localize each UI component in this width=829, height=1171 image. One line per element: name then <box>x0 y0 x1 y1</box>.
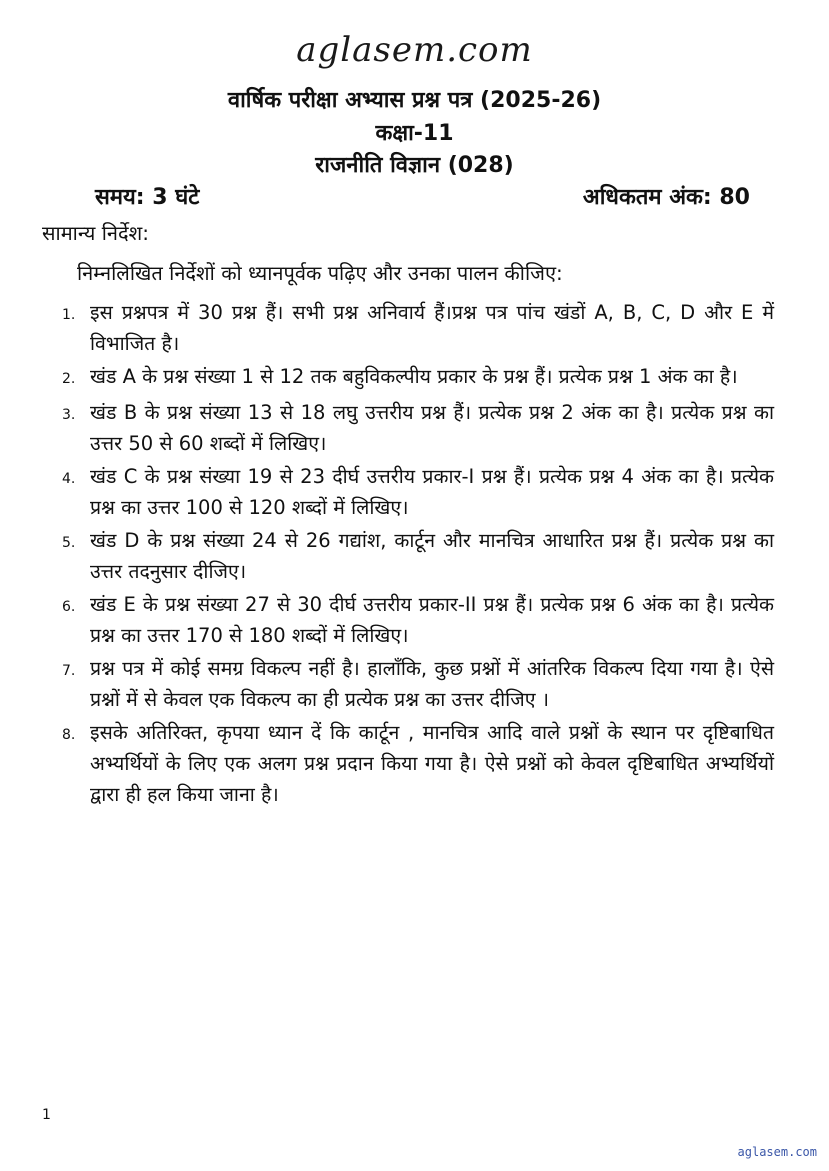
exam-title: वार्षिक परीक्षा अभ्यास प्रश्न पत्र (2025-26) <box>227 88 602 113</box>
instruction-text: इसके अतिरिक्त, कृपया ध्यान दें कि कार्टून , मानचित्र आदि वाले प्रश्नों के स्थान पर दृष्टिबाधित अभ्यर्थियों के लिए एक अलग प्रश्न प्रदान किया गया है। ऐसे प्रश्नों को केवल दृष्टिबाधित अभ्यर्थियों द्वारा ही हल किया जाना है। <box>90 721 774 806</box>
instruction-text: प्रश्न पत्र में कोई समग्र विकल्प नहीं है। हालाँकि, कुछ प्रश्नों में आंतरिक विकल्प दिया गया है। ऐसे प्रश्नों में से केवल एक विकल्प का ही प्रत्येक प्रश्न का उत्तर दीजिए । <box>90 657 774 711</box>
site-logo: aglasem.com <box>296 30 533 70</box>
instruction-item <box>62 589 774 651</box>
instruction-item <box>62 461 774 523</box>
class-label: कक्षा-11 <box>375 121 454 146</box>
exam-meta-row <box>95 181 750 211</box>
instruction-number: 2. <box>62 371 76 387</box>
instruction-number: 3. <box>62 407 76 423</box>
instructions-list <box>62 297 774 812</box>
footer-url-link[interactable]: aglasem.com <box>737 1145 817 1159</box>
max-marks: अधिकतम अंक: 80 <box>582 185 750 210</box>
instruction-text: खंड E के प्रश्न संख्या 27 से 30 दीर्घ उत्तरीय प्रकार-II प्रश्न हैं। प्रत्येक प्रश्न 6 अंक का है। प्रत्येक प्रश्न का उत्तर 170 से 180 शब्दों में लिखिए। <box>90 593 774 647</box>
instruction-item <box>62 361 774 395</box>
instruction-number: 8. <box>62 727 76 743</box>
time-duration: समय: 3 घंटे <box>95 185 200 210</box>
instruction-item <box>62 717 774 810</box>
instruction-item <box>62 397 774 459</box>
instruction-number: 5. <box>62 535 76 551</box>
instruction-item <box>62 653 774 715</box>
instruction-number: 6. <box>62 599 76 615</box>
instruction-item <box>62 525 774 587</box>
instruction-text: खंड D के प्रश्न संख्या 24 से 26 गद्यांश, कार्टून और मानचित्र आधारित प्रश्न हैं। प्रत्येक प्रश्न का उत्तर तदनुसार दीजिए। <box>90 529 774 583</box>
instructions-intro: निम्नलिखित निर्देशों को ध्यानपूर्वक पढ़िए और उनका पालन कीजिए: <box>77 261 563 285</box>
instruction-text: खंड B के प्रश्न संख्या 13 से 18 लघु उत्तरीय प्रश्न हैं। प्रत्येक प्रश्न 2 अंक का है। प्रत्येक प्रश्न का उत्तर 50 से 60 शब्दों में लिखिए। <box>90 401 774 455</box>
instruction-text: खंड C के प्रश्न संख्या 19 से 23 दीर्घ उत्तरीय प्रकार-I प्रश्न हैं। प्रत्येक प्रश्न 4 अंक का है। प्रत्येक प्रश्न का उत्तर 100 से 120 शब्दों में लिखिए। <box>90 465 774 519</box>
instructions-heading: सामान्य निर्देश: <box>42 221 149 245</box>
instruction-text: खंड A के प्रश्न संख्या 1 से 12 तक बहुविकल्पीय प्रकार के प्रश्न हैं। प्रत्येक प्रश्न 1 अंक का है। <box>90 365 738 388</box>
instruction-number: 4. <box>62 471 76 487</box>
instruction-number: 7. <box>62 663 76 679</box>
page-number: 1 <box>42 1107 51 1123</box>
instruction-number: 1. <box>62 307 76 323</box>
subject-label: राजनीति विज्ञान (028) <box>315 153 514 178</box>
instruction-text: इस प्रश्नपत्र में 30 प्रश्न हैं। सभी प्रश्न अनिवार्य हैं।प्रश्न पत्र पांच खंडों A, B, C, D और E में विभाजित है। <box>90 301 774 355</box>
instruction-item <box>62 297 774 359</box>
